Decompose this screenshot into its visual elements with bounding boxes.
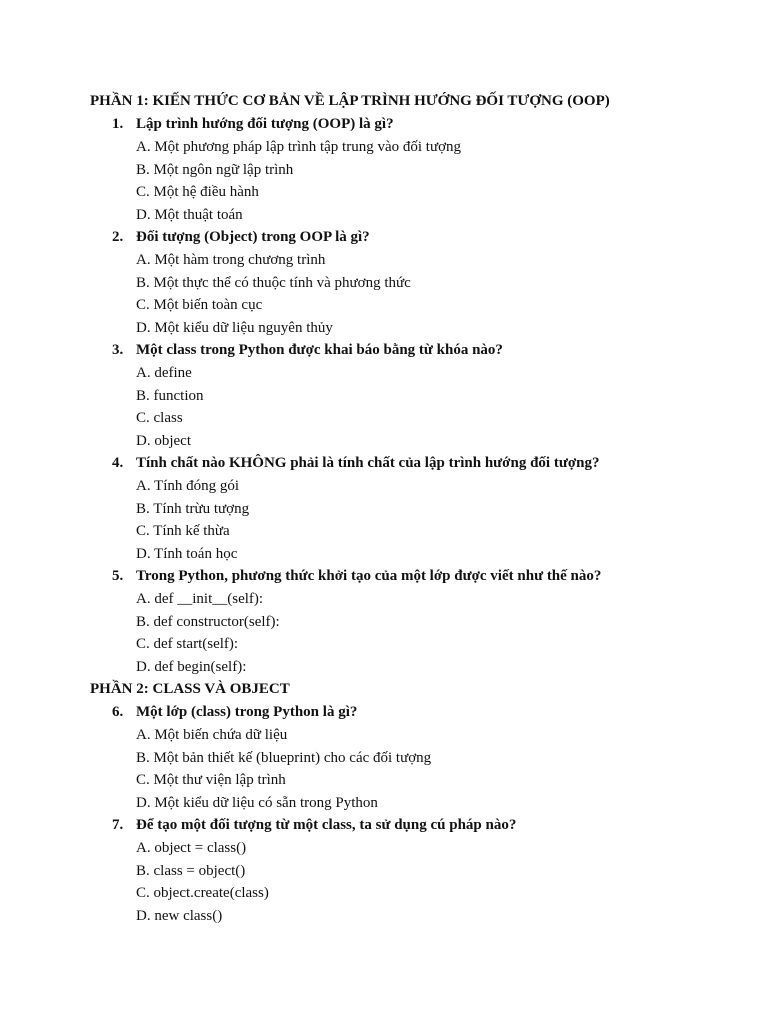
option-6b: B. Một bản thiết kế (blueprint) cho các đối tượng <box>136 749 432 766</box>
option-1b: B. Một ngôn ngữ lập trình <box>136 161 294 178</box>
question-1 <box>112 113 768 136</box>
question-5 <box>112 565 768 588</box>
option-7c: C. object.create(class) <box>136 885 269 901</box>
option-5c: C. def start(self): <box>136 636 239 652</box>
option-6d: D. Một kiểu dữ liệu có sẵn trong Python <box>136 794 378 811</box>
option-6a: A. Một biến chứa dữ liệu <box>136 727 288 743</box>
option-2d: D. Một kiểu dữ liệu nguyên thủy <box>136 319 333 336</box>
question-number: 4. <box>112 455 124 471</box>
question-number: 3. <box>112 342 124 358</box>
option-1c: C. Một hệ điều hành <box>136 184 259 200</box>
question-text: Tính chất nào KHÔNG phải là tính chất của lập trình hướng đối tượng? <box>136 455 600 471</box>
option-5b: B. def constructor(self): <box>136 613 280 630</box>
document-page <box>0 90 768 927</box>
question-text: Trong Python, phương thức khởi tạo của một lớp được viết như thế nào? <box>136 568 602 584</box>
section-title: PHẦN 2: CLASS VÀ OBJECT <box>90 681 290 697</box>
option-2b: B. Một thực thể có thuộc tính và phương thức <box>136 274 411 291</box>
option-4a: A. Tính đóng gói <box>136 478 240 494</box>
question-number: 5. <box>112 568 124 584</box>
option-3d: D. object <box>136 432 191 449</box>
question-text: Một lớp (class) trong Python là gì? <box>136 704 358 720</box>
option-5a: A. def __init__(self): <box>136 591 264 607</box>
option-7a: A. object = class() <box>136 840 247 856</box>
option-4c: C. Tính kế thừa <box>136 523 230 539</box>
option-7d: D. new class() <box>136 907 223 924</box>
question-text: Lập trình hướng đối tượng (OOP) là gì? <box>136 116 394 132</box>
option-6c: C. Một thư viện lập trình <box>136 772 286 788</box>
option-1d: D. Một thuật toán <box>136 206 243 223</box>
option-3b: B. function <box>136 387 204 404</box>
question-text: Một class trong Python được khai báo bằng từ khóa nào? <box>136 342 503 358</box>
question-3 <box>112 339 768 362</box>
question-number: 7. <box>112 817 124 833</box>
option-7b: B. class = object() <box>136 862 246 879</box>
question-number: 2. <box>112 229 124 245</box>
option-3c: C. class <box>136 410 183 426</box>
question-7 <box>112 814 768 837</box>
question-text: Đối tượng (Object) trong OOP là gì? <box>136 229 370 245</box>
section-title: PHẦN 1: KIẾN THỨC CƠ BẢN VỀ LẬP TRÌNH HƯỚNG ĐỐI TƯỢNG (OOP) <box>90 93 610 109</box>
question-4 <box>112 452 768 475</box>
option-5d: D. def begin(self): <box>136 658 247 675</box>
question-2 <box>112 226 768 249</box>
option-3a: A. define <box>136 365 192 381</box>
option-4d: D. Tính toán học <box>136 545 238 562</box>
option-1a: A. Một phương pháp lập trình tập trung vào đối tượng <box>136 139 462 155</box>
question-text: Để tạo một đối tượng từ một class, ta sử dụng cú pháp nào? <box>136 817 517 833</box>
option-2a: A. Một hàm trong chương trình <box>136 252 326 268</box>
option-4b: B. Tính trừu tượng <box>136 500 250 517</box>
option-2c: C. Một biến toàn cục <box>136 297 263 313</box>
question-number: 1. <box>112 116 124 132</box>
question-number: 6. <box>112 704 124 720</box>
question-6 <box>112 701 768 724</box>
